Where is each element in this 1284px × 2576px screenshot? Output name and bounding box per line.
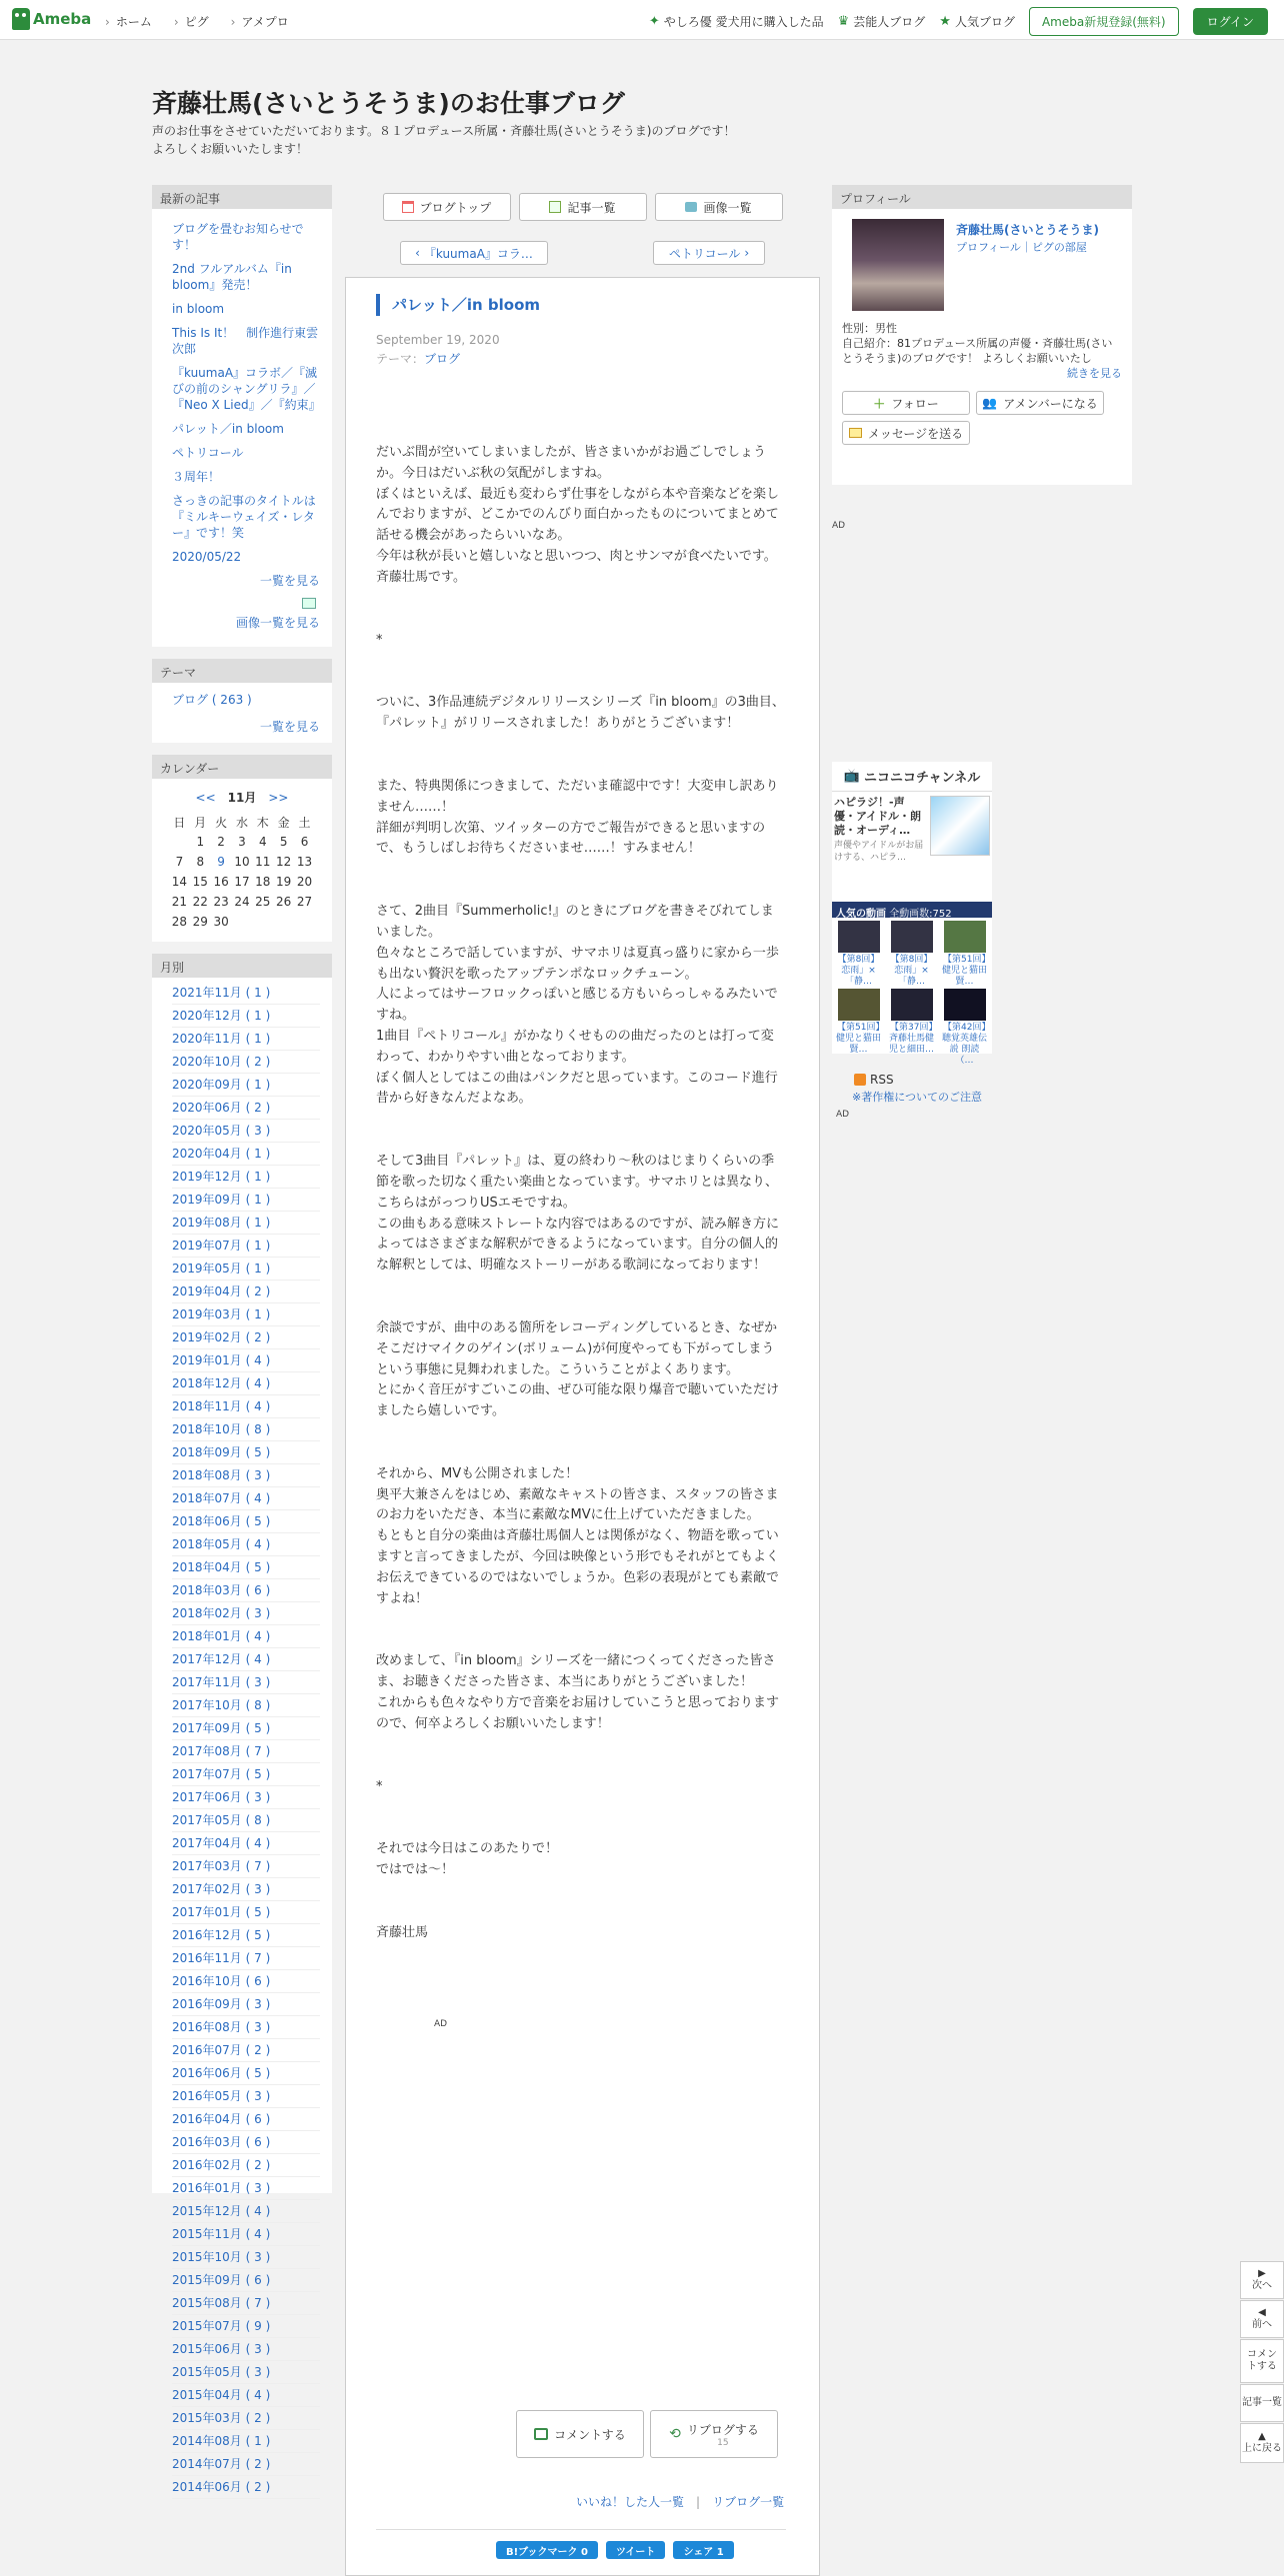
weekday: 木	[256, 815, 269, 830]
archive-item[interactable]: 2018年10月 ( 8 )	[172, 1418, 320, 1441]
archive-item[interactable]: 2018年07月 ( 4 )	[172, 1487, 320, 1510]
signature: 斉藤壮馬	[376, 1925, 429, 1941]
paragraph: それから、MVも公開されました！ 奥平大兼さんをはじめ、素敵なキャストの皆さま、スタッフの皆さまのお力をいただき、本当に素敵なMVに仕上げていただきました。 もともと自分の楽曲は斉藤壮馬個人とは関係がなく、物語を歌っていますと言ってきましたが、今回は映像という形でもそれがとてもよくお伝えできているのではないでしょうか。色彩の表現がとても素敵ですよね！	[376, 1465, 780, 1606]
profile-actions	[842, 391, 1122, 445]
cal-day: 28	[171, 915, 188, 929]
channel-subtitle: 声優やアイドルがお届けする、ハピラ…	[834, 841, 924, 863]
archive-item[interactable]: 2018年01月 ( 4 )	[172, 1625, 320, 1648]
rss-link[interactable]	[854, 1073, 894, 1087]
blog-tabs	[345, 193, 820, 221]
video-title: 【第51回】健児と猫田賢…	[941, 955, 987, 987]
video-item[interactable]	[832, 918, 885, 986]
article-date: September 19, 2020	[376, 333, 500, 347]
recent-item[interactable]: ペトリコール	[172, 446, 244, 460]
celebrity-blog-label: 芸能人ブログ	[853, 15, 926, 29]
profile-gender: 性別：男性	[842, 322, 897, 335]
archive-item[interactable]: 2021年11月 ( 1 )	[172, 982, 320, 1005]
reblog-button-label: リブログする	[686, 2422, 759, 2437]
image-icon	[302, 598, 316, 609]
copyright-note-link[interactable]: ※著作権についてのご注意	[852, 1091, 982, 1104]
archive-item[interactable]: 2019年03月 ( 1 )	[172, 1303, 320, 1326]
archive-item[interactable]: 2017年11月 ( 3 )	[172, 1671, 320, 1694]
popular-blog-label: 人気ブログ	[954, 15, 1015, 29]
trend-link-label: やしろ優 愛犬用に購入した品	[663, 15, 824, 29]
profile-more-link[interactable]: 続きを見る	[1067, 367, 1122, 380]
facebook-share-button[interactable]: シェア 1	[673, 2541, 733, 2559]
right-sidebar	[832, 185, 1132, 531]
archive-item[interactable]: 2015年03月 ( 2 )	[172, 2407, 320, 2430]
archive-item[interactable]: 2016年05月 ( 3 )	[172, 2085, 320, 2108]
archive-item[interactable]: 2017年02月 ( 3 )	[172, 1878, 320, 1901]
cal-day: 6	[300, 835, 309, 849]
blog-description-text: 声のお仕事をさせていただいております。８１プロデュース所属・斉藤壮馬(さいとうそうま)のブログです！ よろしくお願いいたします！	[152, 124, 736, 156]
cal-day: 18	[255, 875, 271, 889]
archive-item[interactable]: 2018年05月 ( 4 )	[172, 1533, 320, 1556]
video-item[interactable]	[885, 986, 938, 1054]
cal-day: 5	[279, 835, 288, 849]
article-theme	[376, 350, 460, 367]
niconico-widget	[832, 762, 992, 1066]
cal-day: 27	[296, 895, 313, 909]
paragraph: そして3曲目『パレット』は、夏の終わり〜秋のはじまりくらいの季節を歌った切なく重たい楽曲となっています。サマホリとは異なり、こちらはがっつりUSエモですね。 この曲もある意味ストレートな内容ではあるのですが、読み解き方によってはさまざまな解釈ができるようになっています。自分の個人的な解釈としては、明確なストーリーがある歌詞になっております！	[376, 1154, 780, 1274]
cal-day: 13	[296, 855, 313, 869]
cal-day: 8	[196, 855, 205, 869]
archive-item[interactable]: 2016年12月 ( 5 )	[172, 1924, 320, 1947]
weekday: 日	[173, 815, 186, 830]
niconico-logo[interactable]	[832, 762, 992, 792]
recent-item[interactable]: ３周年！	[172, 470, 221, 484]
archive-item[interactable]: 2015年11月 ( 4 )	[172, 2223, 320, 2246]
plus-icon: ＋	[873, 396, 886, 411]
side-next-button[interactable]	[1240, 2261, 1284, 2299]
cal-day: 29	[192, 915, 208, 929]
cal-day: 2	[217, 835, 225, 849]
recent-item[interactable]: This Is It！ 制作進行東雲次郎	[172, 326, 319, 356]
archive-item[interactable]: 2017年08月 ( 7 )	[172, 1740, 320, 1763]
theme-box	[152, 659, 332, 743]
paragraph: それでは今日はこのあたりで！ ではでは～！	[376, 1841, 559, 1878]
theme-more-link[interactable]: 一覧を見る	[259, 720, 320, 734]
reblog-button[interactable]	[650, 2410, 778, 2458]
archive-item[interactable]: 2019年09月 ( 1 )	[172, 1189, 320, 1212]
archive-item[interactable]: 2015年12月 ( 4 )	[172, 2200, 320, 2223]
top-nav	[105, 13, 289, 30]
cal-day: 15	[192, 875, 208, 889]
archive-item[interactable]: 2018年12月 ( 4 )	[172, 1372, 320, 1395]
video-title: 【第42回】聴覚英雄伝説 朗読（…	[941, 1023, 987, 1066]
niconico-logo-text: ニコニコチャンネル	[863, 771, 981, 786]
archive-item[interactable]: 2016年09月 ( 3 )	[172, 1993, 320, 2016]
follow-label: フォロー	[891, 396, 939, 411]
cal-day	[294, 912, 315, 932]
video-count: 全動画数:752	[889, 909, 952, 920]
archive-item[interactable]: 2020年04月 ( 1 )	[172, 1143, 320, 1166]
ameba-logo-icon	[12, 8, 30, 30]
article-links: いいね！した人一覧 | リブログ一覧	[576, 2495, 785, 2509]
cal-day	[252, 912, 273, 932]
blog-description	[152, 122, 772, 158]
recent-more-link[interactable]: 一覧を見る	[259, 574, 320, 588]
archive-item[interactable]: 2015年10月 ( 3 )	[172, 2246, 320, 2269]
cal-day: 14	[171, 875, 188, 889]
popular-blog-link[interactable]	[939, 13, 1015, 30]
calendar-header	[164, 789, 320, 806]
archive-item[interactable]: 2014年08月 ( 1 )	[172, 2430, 320, 2453]
avatar[interactable]	[852, 219, 944, 311]
archive-item[interactable]: 2017年10月 ( 8 )	[172, 1694, 320, 1717]
login-button[interactable]: ログイン	[1193, 8, 1268, 35]
reblog-count: 15	[717, 2437, 729, 2448]
ameba-logo[interactable]	[12, 8, 91, 30]
archive-item[interactable]: 2015年06月 ( 3 )	[172, 2338, 320, 2361]
recent-item[interactable]: 『kuumaA』コラボ／『滅びの前のシャングリラ』／『Neo X Lied』／『約束』	[172, 366, 321, 412]
side-prev-button[interactable]	[1240, 2300, 1284, 2338]
archive-item[interactable]: 2019年02月 ( 2 )	[172, 1326, 320, 1349]
archive-item[interactable]: 2020年05月 ( 3 )	[172, 1120, 320, 1143]
chevron-left-icon: ‹	[415, 246, 420, 260]
tab-blog-top[interactable]	[383, 193, 511, 221]
tab-image-list[interactable]	[655, 193, 783, 221]
cal-day: 26	[276, 895, 292, 909]
cal-day: 24	[234, 895, 250, 909]
cal-day	[169, 832, 190, 852]
recent-item[interactable]: 2020/05/22	[172, 550, 242, 564]
pager	[345, 241, 820, 265]
cal-day: 1	[196, 835, 205, 849]
channel-thumbnail[interactable]	[930, 796, 990, 856]
reblog-icon: ⟲	[669, 2426, 681, 2442]
archive-item[interactable]: 2017年07月 ( 5 )	[172, 1763, 320, 1786]
archive-item[interactable]: 2016年01月 ( 3 )	[172, 2177, 320, 2200]
profile-info	[842, 321, 1122, 381]
divider	[376, 2529, 786, 2530]
popular-videos-bar	[832, 902, 992, 918]
popular-videos-label: 人気の動画	[836, 909, 886, 920]
weekday: 水	[235, 815, 248, 830]
archive-item[interactable]: 2020年10月 ( 2 )	[172, 1051, 320, 1074]
archive-list	[152, 978, 332, 2503]
archive-item[interactable]: 2015年07月 ( 9 )	[172, 2315, 320, 2338]
nav-amepro[interactable]: › アメプロ	[231, 13, 289, 30]
profile-intro: 自己紹介：81プロデュース所属の声優・斉藤壮馬(さいとうそうま)のブログです！ よろしくお願いいたし	[842, 337, 1113, 365]
next-article-button[interactable]	[653, 241, 765, 265]
tab-image-list-label: 画像一覧	[703, 200, 752, 215]
camera-icon	[685, 202, 697, 212]
calendar-title: カレンダー	[152, 755, 332, 779]
archive-item[interactable]: 2017年01月 ( 5 )	[172, 1901, 320, 1924]
register-button[interactable]: Ameba新規登録(無料)	[1029, 7, 1179, 36]
archive-item[interactable]: 2016年06月 ( 5 )	[172, 2062, 320, 2085]
video-item[interactable]	[885, 918, 938, 986]
archive-item[interactable]: 2016年03月 ( 6 )	[172, 2131, 320, 2154]
nav-home[interactable]: › ホーム	[105, 13, 152, 30]
paragraph: ついに、3作品連続デジタルリリースシリーズ『in bloom』の3曲目、『パレット』がリリースされました！ありがとうございます！	[376, 695, 785, 732]
tab-article-list-label: 記事一覧	[567, 200, 616, 215]
archive-item[interactable]: 2019年04月 ( 2 )	[172, 1281, 320, 1303]
weekday: 金	[277, 815, 290, 830]
archive-item[interactable]: 2014年06月 ( 2 )	[172, 2476, 320, 2499]
video-title: 【第8回】恋雨」×「静…	[837, 955, 880, 987]
calendar-icon	[402, 201, 414, 213]
arrow-up-icon: ▲	[1258, 2431, 1266, 2442]
archive-item[interactable]: 2016年04月 ( 6 )	[172, 2108, 320, 2131]
paragraph: だいぶ間が空いてしまいましたが、皆さまいかがお過ごしでしょうか。今日はだいぶ秋の気配がしますね。 ぼくはといえば、最近も変わらず仕事をしながら本や音楽などを楽しんでおりますが、どこかでのんびり面白かったものについてまとめて話せる機会があったらいいなあ。 今年は秋が長いと嬉しいなと思いつつ、肉とサンマが食べたいです。斉藤壮馬です。	[376, 445, 780, 585]
article-title[interactable]: パレット／in bloom	[376, 294, 540, 316]
ad-label: AD	[836, 1110, 850, 1120]
theme-label: テーマ：	[376, 352, 425, 366]
cal-day: 17	[234, 875, 250, 889]
archive-item[interactable]: 2018年02月 ( 3 )	[172, 1602, 320, 1625]
archive-item[interactable]: 2017年05月 ( 8 )	[172, 1809, 320, 1832]
paragraph: また、特典関係につきまして、ただいま確認中です！大変申し訳ありません……！ 詳細が判明し次第、ツイッターの方でご報告ができると思いますので、もうしばしお待ちくださいませ……！すみません！	[376, 778, 779, 857]
archive-item[interactable]: 2015年04月 ( 4 )	[172, 2384, 320, 2407]
next-article-label: ペトリコール	[668, 246, 741, 261]
cal-day-linked[interactable]: 9	[217, 855, 225, 869]
cal-day: 16	[213, 875, 229, 889]
video-item[interactable]	[938, 986, 991, 1066]
logo-text: Ameba	[33, 10, 92, 28]
amember-button[interactable]	[976, 391, 1104, 415]
channel-title[interactable]: ハピラジ！-声優・アイドル・朗読・オーディ…	[834, 796, 922, 837]
cal-day: 21	[171, 895, 188, 909]
side-top-label: 上に戻る	[1242, 2443, 1282, 2454]
archive-item[interactable]: 2018年08月 ( 3 )	[172, 1464, 320, 1487]
star-icon: ★	[939, 14, 951, 29]
archive-item[interactable]: 2017年04月 ( 4 )	[172, 1832, 320, 1855]
image-list-link[interactable]: 画像一覧を見る	[235, 616, 320, 630]
recent-item[interactable]: 2nd フルアルバム『in bloom』発売！	[172, 262, 292, 292]
rss-label: RSS	[870, 1073, 894, 1087]
archive-item[interactable]: 2019年05月 ( 1 )	[172, 1258, 320, 1281]
message-button[interactable]	[842, 421, 970, 445]
weekday: 土	[298, 815, 311, 830]
left-sidebar	[152, 185, 332, 2494]
amember-label: アメンバーになる	[1003, 396, 1098, 411]
archive-item[interactable]: 2018年03月 ( 6 )	[172, 1579, 320, 1602]
archive-item[interactable]: 2020年12月 ( 1 )	[172, 1005, 320, 1028]
video-title: 【第51回】健児と猫田賢…	[835, 1023, 881, 1055]
side-comment-label: コメントする	[1247, 2349, 1277, 2372]
calendar-month: 11月	[227, 791, 257, 805]
recent-item[interactable]: ブログを畳むお知らせです！	[172, 222, 304, 252]
archive-item[interactable]: 2015年09月 ( 6 )	[172, 2269, 320, 2292]
nav-pigg[interactable]: › ピグ	[174, 13, 209, 30]
cal-day: 23	[213, 895, 229, 909]
archive-item[interactable]: 2016年02月 ( 2 )	[172, 2154, 320, 2177]
theme-title: テーマ	[152, 659, 332, 683]
recent-list	[152, 209, 332, 647]
separator-star: *	[376, 1778, 383, 1794]
cal-day: 12	[276, 855, 292, 869]
envelope-icon	[849, 428, 862, 438]
archive-item[interactable]: 2016年11月 ( 7 )	[172, 1947, 320, 1970]
calendar-grid	[169, 812, 315, 932]
video-thumbnail	[838, 921, 880, 953]
cal-day: 11	[255, 855, 271, 869]
crown-icon: ♛	[837, 14, 850, 29]
archive-item[interactable]: 2014年07月 ( 2 )	[172, 2453, 320, 2476]
archive-item[interactable]: 2017年03月 ( 7 )	[172, 1855, 320, 1878]
archive-item[interactable]: 2020年06月 ( 2 )	[172, 1097, 320, 1120]
archive-item[interactable]: 2018年06月 ( 5 )	[172, 1510, 320, 1533]
tv-icon: 📺	[843, 769, 860, 784]
calendar-next[interactable]: >>	[268, 791, 289, 805]
video-grid	[832, 918, 992, 1066]
separator-star: *	[376, 632, 383, 648]
archive-item[interactable]: 2020年11月 ( 1 )	[172, 1028, 320, 1051]
chevron-right-icon: ›	[744, 246, 750, 260]
recent-articles-box	[152, 185, 332, 647]
people-icon: 👥	[982, 396, 998, 410]
weekday: 月	[194, 815, 207, 830]
top-bar	[0, 0, 1284, 40]
rss-icon	[854, 1074, 866, 1086]
archive-item[interactable]: 2016年10月 ( 6 )	[172, 1970, 320, 1993]
trend-link[interactable]	[649, 13, 824, 30]
archive-item[interactable]: 2019年01月 ( 4 )	[172, 1349, 320, 1372]
paragraph: 余談ですが、曲中のある箇所をレコーディングしているとき、なぜかそこだけマイクのゲイン(ボリューム)が何度やっても下がってしまうという事態に見舞われました。こういうことがよくあります。 とにかく音圧がすごいこの曲、ぜひ可能な限り爆音で聴いていただけましたら嬉しいです。	[376, 1319, 780, 1419]
profile-title: プロフィール	[832, 185, 1132, 209]
follow-button[interactable]	[842, 391, 970, 415]
archive-item[interactable]: 2017年06月 ( 3 )	[172, 1786, 320, 1809]
archive-item[interactable]: 2016年07月 ( 2 )	[172, 2039, 320, 2062]
video-item[interactable]	[832, 986, 885, 1054]
theme-link[interactable]: ブログ	[424, 352, 461, 366]
archive-title: 月別	[152, 954, 332, 978]
archive-item[interactable]: 2019年12月 ( 1 )	[172, 1166, 320, 1189]
paragraph: さて、2曲目『Summerholic!』のときにブログを書きそびれてしまいました。 色々なところで話していますが、サマホリは夏真っ盛りに家から一歩も出ない贅沢を歌ったアップテンポなロックチューン。 人によってはサーフロックっぽいと感じる方もいらっしゃるみたいですね。 1曲目『ペトリコール』がかなりくせものの曲だったのとは打って変わって、わかりやすい曲となっております。 ぼく個人としてはこの曲はパンクだと思っています。このコード進行昔から好きなんだよなあ。	[376, 904, 779, 1107]
cal-day: 20	[296, 875, 313, 889]
sparkle-icon: ✦	[648, 14, 660, 29]
weekday: 火	[215, 815, 228, 830]
message-label: メッセージを送る	[867, 426, 964, 441]
comment-icon	[534, 2428, 548, 2440]
side-top-button[interactable]	[1240, 2423, 1284, 2463]
cal-day	[273, 912, 294, 932]
profile-name[interactable]: 斉藤壮馬(さいとうそうま)	[956, 223, 1099, 237]
top-right	[649, 7, 1268, 36]
cal-day: 19	[276, 875, 292, 889]
prev-article-label: 『kuumaA』コラ…	[423, 246, 533, 261]
calendar-prev[interactable]: <<	[195, 791, 216, 805]
main-column	[345, 185, 820, 2576]
documents-icon	[549, 201, 561, 213]
back-icon: ◀	[1258, 2307, 1266, 2318]
article-actions	[516, 2410, 778, 2458]
recent-item[interactable]: さっきの記事のタイトルは『ミルキーウェイズ・レター』です！笑	[172, 494, 316, 540]
archive-item[interactable]: 2015年08月 ( 7 )	[172, 2292, 320, 2315]
comment-button[interactable]	[516, 2410, 644, 2458]
video-thumbnail	[944, 989, 986, 1021]
archive-item[interactable]: 2019年07月 ( 1 )	[172, 1235, 320, 1258]
ad-label: AD	[832, 521, 846, 531]
video-title: 【第8回】恋雨」×「静…	[890, 955, 933, 987]
likes-list-link[interactable]: いいね！した人一覧	[576, 2495, 685, 2509]
cal-day: 3	[238, 835, 246, 849]
archive-item[interactable]: 2018年11月 ( 4 )	[172, 1395, 320, 1418]
reblog-list-link[interactable]: リブログ一覧	[712, 2495, 785, 2509]
tweet-button[interactable]: ツイート	[606, 2541, 666, 2559]
video-thumbnail	[891, 989, 933, 1021]
ad-label: AD	[434, 2018, 448, 2029]
prev-article-button[interactable]	[400, 241, 548, 265]
archive-item[interactable]: 2017年09月 ( 5 )	[172, 1717, 320, 1740]
side-article-list-label: 記事一覧	[1242, 2397, 1282, 2408]
cal-day	[232, 912, 253, 932]
profile-box	[832, 185, 1132, 485]
cal-day: 4	[258, 835, 267, 849]
article	[345, 277, 820, 2576]
archive-item[interactable]: 2016年08月 ( 3 )	[172, 2016, 320, 2039]
video-item[interactable]	[938, 918, 991, 986]
cal-day: 10	[234, 855, 250, 869]
theme-item[interactable]: ブログ ( 263 )	[172, 693, 252, 707]
recent-item[interactable]: パレット／in bloom	[172, 422, 284, 436]
video-title: 【第37回】斉藤壮馬健児と細田…	[888, 1023, 934, 1055]
tab-blog-top-label: ブログトップ	[419, 200, 492, 215]
side-next-label: 次へ	[1252, 2280, 1272, 2291]
article-body	[376, 443, 786, 2035]
archive-item[interactable]: 2017年12月 ( 4 )	[172, 1648, 320, 1671]
archive-item[interactable]: 2018年09月 ( 5 )	[172, 1441, 320, 1464]
celebrity-blog-link[interactable]	[838, 13, 926, 30]
comment-button-label: コメントする	[554, 2427, 626, 2442]
archive-item[interactable]: 2019年08月 ( 1 )	[172, 1212, 320, 1235]
tab-article-list[interactable]	[519, 193, 647, 221]
side-article-list-button[interactable]	[1240, 2384, 1284, 2422]
blog-title[interactable]: 斉藤壮馬(さいとうそうま)のお仕事ブログ	[152, 89, 625, 118]
calendar-box	[152, 755, 332, 942]
cal-day: 30	[213, 915, 229, 929]
share-buttons	[496, 2541, 734, 2559]
side-comment-button[interactable]	[1240, 2339, 1284, 2383]
recent-item[interactable]: in bloom	[172, 302, 225, 316]
cal-day: 22	[192, 895, 208, 909]
archive-box	[152, 954, 332, 2494]
archive-item[interactable]: 2020年09月 ( 1 )	[172, 1074, 320, 1097]
archive-item[interactable]: 2015年05月 ( 3 )	[172, 2361, 320, 2384]
profile-links[interactable]: プロフィール｜ピグの部屋	[956, 241, 1087, 254]
cal-day: 25	[255, 895, 271, 909]
video-thumbnail	[838, 989, 880, 1021]
video-thumbnail	[944, 921, 986, 953]
side-prev-label: 前へ	[1252, 2319, 1272, 2330]
hatena-bookmark-button[interactable]: B!ブックマーク 0	[496, 2541, 598, 2559]
cal-day: 7	[175, 855, 184, 869]
video-thumbnail	[891, 921, 933, 953]
archive-item[interactable]: 2018年04月 ( 5 )	[172, 1556, 320, 1579]
recent-articles-title: 最新の記事	[152, 185, 332, 209]
paragraph: 改めまして、『in bloom』シリーズを一緒につくってくださった皆さま、お聴きくださった皆さま、本当にありがとうございました！ これからも色々なやり方で音楽をお届けしていこうと思っておりますので、何卒よろしくお願いいたします！	[376, 1653, 780, 1731]
play-icon: ▶	[1258, 2268, 1266, 2279]
